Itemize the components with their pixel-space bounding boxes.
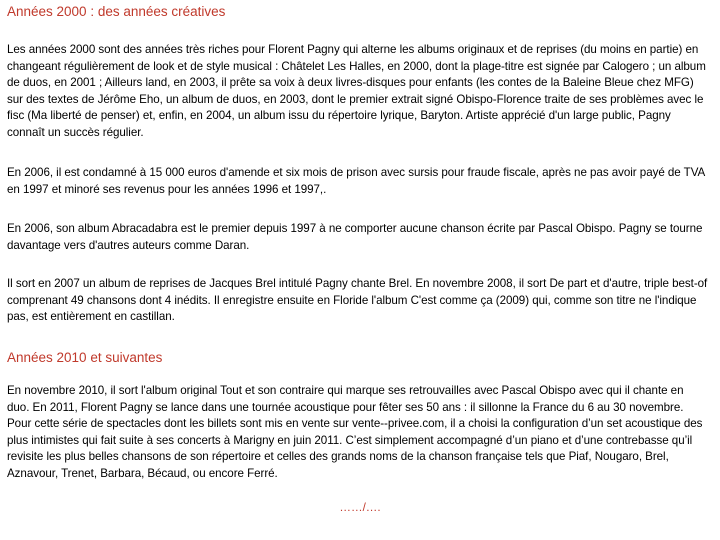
paragraph-2010-tout-et-son-contraire: En novembre 2010, il sort l'album original Tout et son contraire qui marque ses retrouvailles avec Pascal Obispo avec qui il chante en duo. En 2011, Florent Pagny se lance dans une tournée acoustique pour fêter ses 50 ans : il sillonne la France du 6 au 30 novembre. Pour cette série de spectacles dont les billets sont mis en vente sur vente--privee.com, il a choisi la configuration d’un set acoustique des plus intimistes qui fait suite à ses concerts à Marigny en juin 2011. C’est simplement accompagné d’un piano et d’une contrebasse qu’il revisite les plus belles chansons de son répertoire et celles des grands noms de la chanson française tels que Piaf, Nougaro, Brel, Aznavour, Trenet, Barbara, Bécaud, ou encore Ferré. bbox=[7, 384, 703, 480]
section-heading-2000s: Années 2000 : des années créatives bbox=[7, 4, 226, 19]
paragraph-2006-conviction: En 2006, il est condamné à 15 000 euros d'amende et six mois de prison avec sursis pour fraude fiscale, après ne pas avoir payé de TVA en 1997 et minoré ses revenus pour les années 1996 et 1997,. bbox=[7, 166, 705, 196]
paragraph-2000s-albums: Les années 2000 sont des années très riches pour Florent Pagny qui alterne les albums originaux et de reprises (du moins en partie) en changeant régulièrement de look et de style musical : Châtelet Les Halles, en 2000, dont la plage-titre est signée par Calogero ; un album de duos, en 2001 ; Ailleurs land, en 2003, il prête sa voix à deux livres-disques pour enfants (les contes de la Baleine Bleue chez MFG) sur des textes de Jérôme Eho, un album de duos, en 2003, dont le premier extrait signé Obispo-Florence traite de ses problèmes avec le fisc (Ma liberté de penser) et, enfin, en 2004, un album issu du répertoire lyrique, Baryton. Artiste apprécié d'un large public, Pagny connaît un succès régulier. bbox=[7, 43, 706, 139]
continuation-marker: ……/…. bbox=[339, 501, 381, 514]
paragraph-2006-abracadabra: En 2006, son album Abracadabra est le premier depuis 1997 à ne comporter aucune chanson écrite par Pascal Obispo. Pagny se tourne davantage vers d'autres auteurs comme Daran. bbox=[7, 222, 703, 252]
paragraph-2007-brel: Il sort en 2007 un album de reprises de Jacques Brel intitulé Pagny chante Brel. En novembre 2008, il sort De part et d'autre, triple best-of comprenant 49 chansons dont 4 inédits. Il enregistre ensuite en Floride l'album C'est comme ça (2009) qui, comme son titre ne l'indique pas, est entièrement en castillan. bbox=[7, 277, 708, 324]
section-heading-2010s: Années 2010 et suivantes bbox=[7, 350, 163, 365]
